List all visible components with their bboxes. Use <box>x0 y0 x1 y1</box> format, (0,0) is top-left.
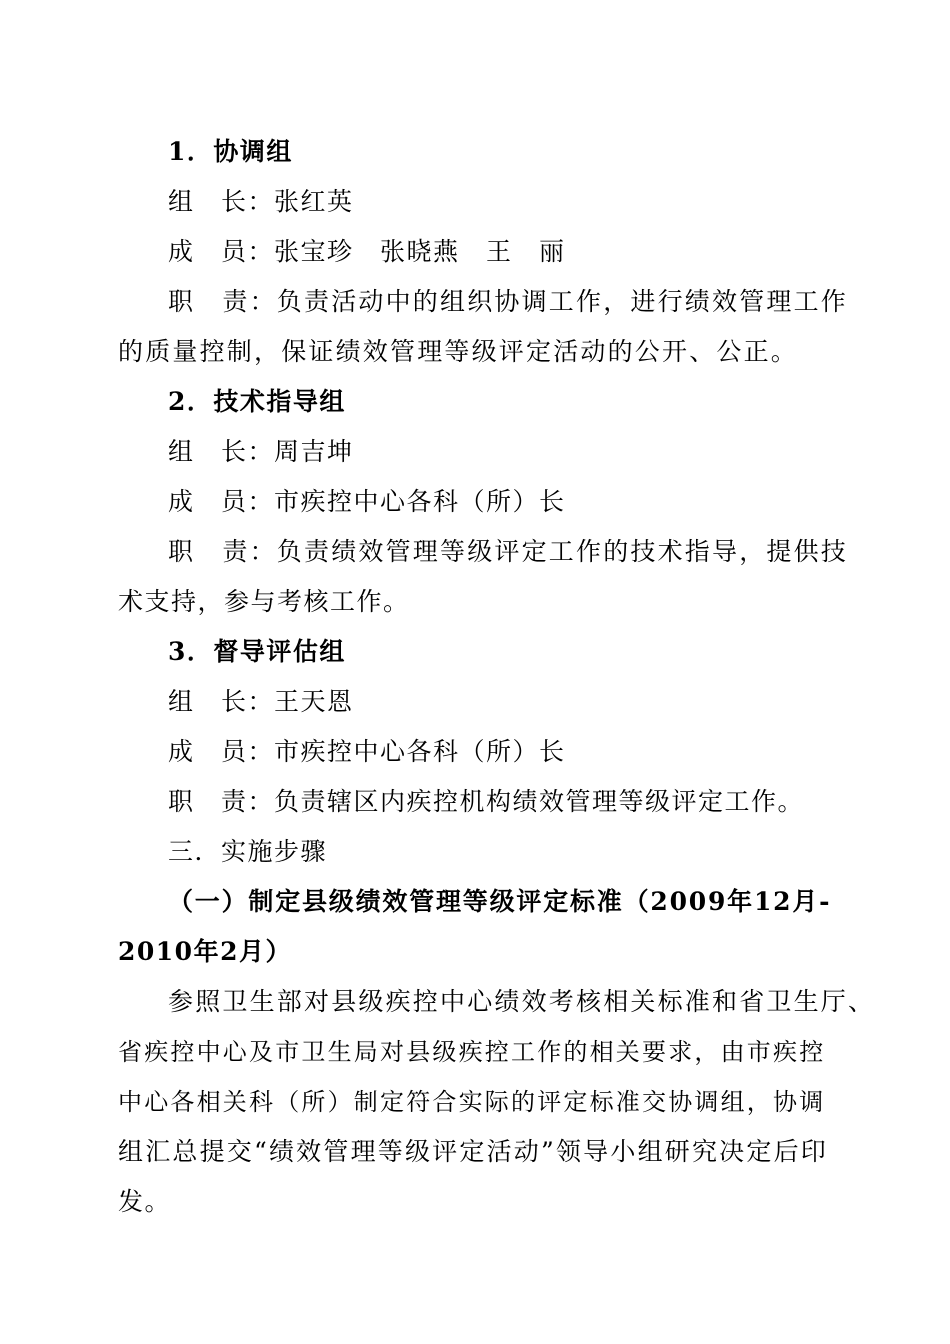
subsection-heading-line1: （一）制定县级绩效管理等级评定标准（2009年12月- <box>168 887 832 916</box>
coordination-leader: 组 长：张红英 <box>168 187 354 216</box>
coordination-duty-line2: 的质量控制，保证绩效管理等级评定活动的公开、公正。 <box>118 337 799 366</box>
paragraph-line-3: 中心各相关科（所）制定符合实际的评定标准交协调组，协调 <box>118 1088 826 1116</box>
paragraph-line-4: 组汇总提交“绩效管理等级评定活动”领导小组研究决定后印 <box>118 1137 828 1166</box>
section-heading-coordination: 1．协调组 <box>168 137 293 166</box>
part3-heading: 三．实施步骤 <box>168 837 328 866</box>
subsection-heading-line2: 2010年2月） <box>118 937 292 966</box>
section-heading-technical: 2．技术指导组 <box>168 387 346 416</box>
coordination-members: 成 员：张宝珍 张晓燕 王 丽 <box>168 237 566 266</box>
supervision-members: 成 员：市疾控中心各科（所）长 <box>168 737 566 766</box>
technical-duty-line1: 职 责：负责绩效管理等级评定工作的技术指导，提供技 <box>168 537 849 566</box>
paragraph-line-5: 发。 <box>118 1187 172 1216</box>
paragraph-line-1: 参照卫生部对县级疾控中心绩效考核相关标准和省卫生厅、 <box>168 987 876 1016</box>
coordination-duty-line1: 职 责：负责活动中的组织协调工作，进行绩效管理工作 <box>168 287 849 316</box>
supervision-leader: 组 长：王天恩 <box>168 687 354 716</box>
technical-members: 成 员：市疾控中心各科（所）长 <box>168 487 566 516</box>
technical-duty-line2: 术支持，参与考核工作。 <box>118 587 410 616</box>
paragraph-line-2: 省疾控中心及市卫生局对县级疾控工作的相关要求，由市疾控 <box>118 1038 826 1066</box>
section-heading-supervision: 3．督导评估组 <box>168 637 346 666</box>
technical-leader: 组 长：周吉坤 <box>168 437 354 466</box>
supervision-duty-line1: 职 责：负责辖区内疾控机构绩效管理等级评定工作。 <box>168 787 805 816</box>
